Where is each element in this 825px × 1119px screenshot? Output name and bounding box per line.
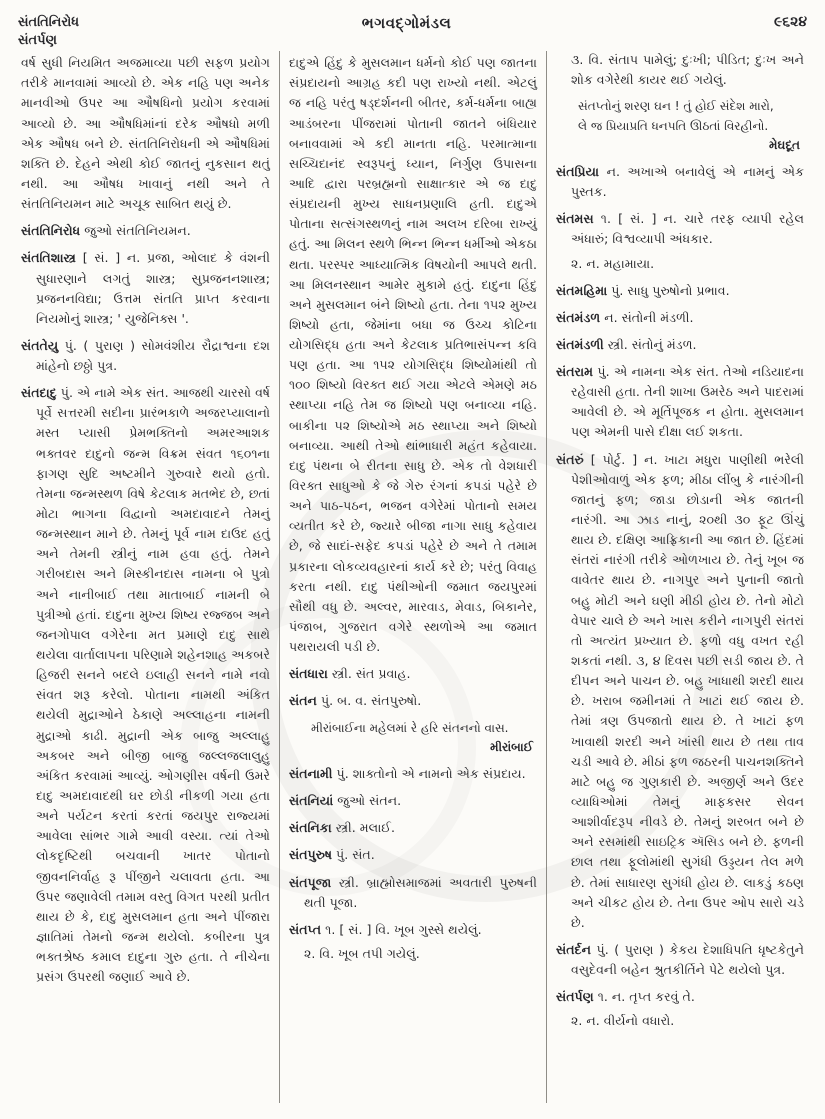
dictionary-entry <box>289 791 537 811</box>
entry-headword: સંતપૂજા <box>289 874 332 890</box>
entry-text: દાદુએ હિંદુ કે મુસલમાન ધર્મનો કોઈ પણ જાતના સંપ્રદાયનો આગ્રહ કદી પણ રાખ્યો નથી. એટલું જ નહિ પરંતુ ષડ્દર્શનની બીતર, કર્મ-ધર્મના બાહ્ય આડંબરના પીંજરામાં પોતાની જાતને બંધિયાર બનાવવામાં એ કદી માનતા નહિ. પરમાત્માના સચ્ચિદાનંદ સ્વરૂપનું ધ્યાન, નિર્ગુણ ઉપાસના આદિ દ્વારા પરબ્રહ્મનો સાક્ષાત્કાર એ જ દાદુ સંપ્રદાયની મુખ્ય સાધનપ્રણાલિ હતી. દાદુએ પોતાના સત્સંગસ્થળનું નામ અલખ દરિબા રાખ્યું હતું. આ મિલન સ્થળે ભિન્ન ભિન્ન ધર્મીઓ એકઠા થતા. પરસ્પર આધ્યાત્મિક વિષયોની આપલે થતી. આ મિલનસ્થાન આમેર મુકામે હતું. દાદુના હિંદુ અને મુસલમાન બંને શિષ્યો હતા. તેના ૧૫૨ મુખ્ય શિષ્યો હતા, જેમાંના બધા જ ઉચ્ચ કોટિના યોગસિદ્ધ હતા અને કેટલાક પ્રતિભાસંપન્ન કવિ પણ હતા. આ ૧૫૨ યોગસિદ્ધ શિષ્યોમાંથી તો ૧૦૦ શિષ્યો વિરક્ત થઈ ગયા એટલે એમણે મઠ સ્થાપ્યા નહિ તેમ જ શિષ્યો પણ બનાવ્યા નહિ. બાકીના ૫૨ શિષ્યોએ મઠ સ્થાપ્યા અને શિષ્યો બનાવ્યા. આથી તેઓ થાંભાધારી મહંત કહેવાયા. દાદુ પંથના બે રીતના સાધુ છે. એક તો વેશધારી વિરક્ત સાધુઓ કે જે ગેરુ રંગનાં કપડાં પહેરે છે અને પાઠ-પઠન, ભજન વગેરેમાં પોતાનો સમય વ્યતીત કરે છે, જ્યારે બીજા નાગા સાધુ કહેવાય છે, જે સાદાં-સફેદ કપડાં પહેરે છે અને તે તમામ પ્રકારના લોકવ્યવહારનાં કાર્ય કરે છે; પરંતુ વિવાહ કરતા નથી. દાદુ પંથીઓની જમાત જયપુરમાં સૌથી વધુ છે. અલ્વર, મારવાડ, મેવાડ, બિકાનેર, પંજાબ, ગુજરાત વગેરે સ્થળોએ આ જમાત પથરાયલી પડી છે. <box>289 55 537 655</box>
dictionary-entry <box>21 221 270 241</box>
verse-attribution: મેઘદૂત <box>769 137 800 152</box>
entry-text: ૧. [ સં. ] ન. ચારે તરફ વ્યાપી રહેલ અંધારું; વિશ્વવ્યાપી અંધકાર. <box>571 211 804 247</box>
entry-headword: સંતમંડળી <box>556 336 604 352</box>
entry-text: ૧. ન. તૃપ્ત કરવું તે. <box>597 989 695 1005</box>
dictionary-entry <box>289 920 537 940</box>
entry-headword: સંતર્દન <box>556 942 591 957</box>
dictionary-entry <box>556 209 804 249</box>
dictionary-entry <box>289 845 537 865</box>
entry-headword: સંતનિકા <box>289 820 332 836</box>
entry-headword: સંતધારા <box>289 666 328 682</box>
entry-text: ન. અખાએ બનાવેલું એ નામનું એક પુસ્તક. <box>571 163 804 200</box>
guide-words <box>18 14 79 49</box>
entry-text: જુઓ સંતતિનિયમન. <box>84 223 191 239</box>
entry-sense <box>289 944 537 964</box>
verse-line: મીરાંબાઈના મહેલમાં રે હરિ સંતનનો વાસ. <box>311 720 509 735</box>
dictionary-entry <box>289 873 537 913</box>
entry-text: ૨. વિ. ખૂબ તપી ગયેલું. <box>304 945 420 961</box>
entry-headword: સંતર્પણ <box>556 989 594 1005</box>
verse-quote <box>556 97 804 155</box>
guide-word-top: સંતતિનિરોધ <box>18 15 80 30</box>
dictionary-entry <box>556 281 804 301</box>
continuation-paragraph <box>21 53 270 214</box>
dictionary-entry <box>21 336 270 376</box>
entry-text: ૩. વિ. સંતાપ પામેલું; દુઃખી; પીડિત; દુઃખ અને શોક વગેરેથી કાયર થઈ ગયેલું. <box>571 52 804 88</box>
book-title: ભગવદ્ગોમંડલ <box>361 14 452 32</box>
dictionary-entry <box>21 248 270 329</box>
dictionary-entry <box>556 450 804 933</box>
entry-headword: સંતપ્રિયા <box>556 163 599 179</box>
entry-text: પું. ( પુરાણ ) સોમવંશીય રૌદ્રાશ્વના દશ માંહેનો છઠ્ઠો પુત્ર. <box>36 337 270 374</box>
entry-text: ૧. [ સં. ] વિ. ખૂબ ગુસ્સે થયેલું. <box>325 921 482 937</box>
entry-headword: સંતન <box>289 693 317 709</box>
entry-headword: સંતદાદુ <box>21 385 57 401</box>
entry-headword: સંતપ્ત <box>289 921 322 937</box>
entry-text: પું. ( પુરાણ ) કેકય દેશાધિપતિ ધૃષ્ટકેતુને વસુદેવની બહેન શ્રુતકીર્તિને પેટે થયેલો પુત્ર. <box>571 942 804 978</box>
column-2 <box>279 51 546 1103</box>
column-1 <box>12 51 279 1103</box>
dictionary-entry <box>556 987 804 1007</box>
entry-text: સ્ત્રી. મલાઈ. <box>335 820 396 836</box>
dictionary-entry <box>289 664 537 684</box>
entry-text: પું. એ નામના એક સંત. તેઓ નડિયાદના રહેવાસી હતા. તેની શાખા ઉમરેઠ અને પાદરામાં આવેલી છે. એ મૂર્તિપૂજક ન હોતા. મુસલમાન પણ એમની પાસે દીક્ષા લઈ શકતા. <box>571 364 804 440</box>
dictionary-entry <box>556 308 804 328</box>
entry-text: પું. બ. વ. સંતપુરુષો. <box>320 693 422 709</box>
guide-word-bottom: સંતર્પણ <box>18 32 57 48</box>
verse-attribution: મીરાંબાઈ <box>490 739 533 754</box>
entry-headword: સંતનામી <box>289 765 333 781</box>
entry-text: સ્ત્રી. સંત પ્રવાહ. <box>331 666 411 682</box>
entry-headword: સંતમંડળ <box>556 309 601 325</box>
entry-sense <box>556 254 804 274</box>
dictionary-entry <box>556 335 804 355</box>
dictionary-entry <box>289 691 537 711</box>
entry-headword: સંતમસ <box>556 211 594 227</box>
entry-headword: સંતતિશાસ્ત્ર <box>21 250 76 266</box>
entry-text: પું. સંત. <box>336 847 375 863</box>
verse-line: સંતપ્તોનું શરણ ઘન ! તું હોઈ સંદેશ મારો, <box>578 99 774 114</box>
entry-headword: સંતરામ <box>556 364 594 380</box>
entry-text: પું. શાક્તોનો એ નામનો એક સંપ્રદાય. <box>336 765 526 781</box>
entry-text: [ પોર્ટુ. ] ન. ખાટા મધુરા પાણીથી ભરેલી પેશીઓવાળું એક ફળ; મીઠા લીંબુ કે નારંગીની જાતનું ફળ; જાડા છોડાની એક જાતની નારંગી. આ ઝાડ નાનું, ૨૦થી ૩૦ ફૂટ ઊંચું થાય છે. દક્ષિણ આફ્રિકાની આ જાત છે. હિંદમાં સંતરાં નારંગી તરીકે ઓળખાય છે. તેનું ખૂબ જ વાવેતર થાય છે. નાગપુર અને પુનાની જાતો બહુ મોટી અને ઘણી મીઠી હોય છે. તેનો મોટો વેપાર ચાલે છે અને ખાસ કરીને નાગપુરી સંતરાં તો અત્યંત પ્રખ્યાત છે. ફળો વધુ વખત રહી શકતાં નથી. ૩, ૪ દિવસ પછી સડી જાય છે. તે દીપન અને પાચન છે. બહુ ખાધાથી શરદી થાય છે. ખરાબ જમીનમાં તે ખાટાં થઈ જાય છે. તેમાં ત્રણ ઉપજાતો થાય છે. તે ખાટાં ફળ ખાવાથી શરદી અને ખાંસી થાય છે તથા તાવ ચડી આવે છે. મીઠાં ફળ જઠરની પાચનશક્તિને માટે બહુ જ ગુણકારી છે. અજીર્ણ અને ઉદર વ્યાધિઓમાં તેમનું માફકસર સેવન આશીર્વાદરૂપ નીવડે છે. તેમનું શરબત બને છે અને રસમાંથી સાઇટ્રિક ઍસિડ બને છે. ફળની છાલ તથા ફૂલોમાંથી સુગંધી ઉડ્ડયન તેલ મળે છે. તેમાં સાધારણ સુગંધી હોય છે. લાકડું કઠણ અને ચીકટ હોય છે. તેના ઉપર ઓપ સારો ચડે છે. <box>571 451 804 930</box>
entry-headword: સંતમહિમા <box>556 282 608 298</box>
entry-headword: સંતનિયાં <box>289 793 334 809</box>
entry-text: ૨. ન. વીર્યનો વધારો. <box>571 1013 675 1029</box>
entry-text: ન. સંતોની મંડળી. <box>604 309 694 325</box>
entry-headword: સંતતેયુ <box>21 337 59 353</box>
column-3 <box>546 51 813 1103</box>
dictionary-entry <box>556 162 804 202</box>
dictionary-entry <box>556 940 804 980</box>
text-columns <box>12 51 813 1103</box>
entry-text: પું. સાધુ પુરુષોનો પ્રભાવ. <box>611 282 730 298</box>
dictionary-entry <box>289 764 537 784</box>
entry-text: સ્ત્રી. સંતોનું મંડળ. <box>607 336 697 352</box>
page-header <box>12 10 813 51</box>
entry-text: પું. એ નામે એક સંત. આજથી ચારસો વર્ષ પૂર્વે સત્તરમી સદીના પ્રારંભકાળે અજરપ્યાલાનો મસ્ત પ્યાસી પ્રેમભક્તિનો અમરઆશક ભક્તવર દાદુનો જન્મ વિક્રમ સંવત ૧૬૦૧ના ફાગણ સુદિ અષ્ટમીને ગુરુવારે થયો હતો. તેમના જન્મસ્થળ વિષે કેટલાક મતભેદ છે, છતાં મોટા ભાગના વિદ્વાનો અમદાવાદને તેમનું જન્મસ્થાન માને છે. તેમનું પૂર્વ નામ દાઉદ હતું અને તેમની સ્ત્રીનું નામ હવા હતું. તેમને ગરીબદાસ અને મિસ્કીનદાસ નામના બે પુત્રો અને નાનીબાઈ તથા માતાબાઈ નામની બે પુત્રીઓ હતાં. દાદુના મુખ્ય શિષ્ય રજ્જબ અને જનગોપાલ વગેરેના મત પ્રમાણે દાદુ સાથે થયેલા વાર્તાલાપના પરિણામે શહેનશાહ અકબરે હિજરી સનને બદલે ઇલાહી સનને નામે નવો સંવત શરૂ કરેલો. પોતાના નામથી અંકિત થયેલી મુદ્રાઓને ઠેકાણે અલ્લાહના નામની મુદ્રાઓ કાઢી. મુદ્રાની એક બાજુ અલ્લાહુ અકબર અને બીજી બાજુ જલ્લજલાલુહુ અંકિત કરવામાં આવ્યું. ઓગણીસ વર્ષની ઉમરે દાદુ અમદાવાદથી ઘર છોડી નીકળી ગયા હતા અને પર્યટન કરતાં કરતાં જયપુર રાજ્યમાં આવેલા સાંભર ગામે આવી વસ્યા. ત્યાં તેઓ લોકદૃષ્ટિથી બચવાની ખાતર પોતાનો જીવનનિર્વાહ રૂ પીંજીને ચલાવતા હતા. આ ઉપર જણાવેલી તમામ વસ્તુ વિગત પરથી પ્રતીત થાય છે કે, દાદુ મુસલમાન હતા અને પીંજારા જ્ઞાતિમાં તેમનો જન્મ થયેલો. કબીરના પુત્ર ભક્તશ્રેષ્ઠ કમાલ દાદુના ગુરુ હતા. તે નીચેના પ્રસંગ ઉપરથી જણાઈ આવે છે. <box>36 385 270 985</box>
page-number: ૯૬૨૪ <box>773 14 807 30</box>
dictionary-entry <box>289 818 537 838</box>
entry-text: સ્ત્રી. બ્રાહ્મોસમાજમાં અવતારી પુરુષની થતી પૂજા. <box>304 874 537 910</box>
dictionary-entry <box>21 383 270 987</box>
dictionary-entry <box>556 362 804 443</box>
entry-text: જુઓ સંતન. <box>337 793 402 809</box>
entry-sense <box>556 1011 804 1031</box>
entry-text: ૨. ન. મહામાયા. <box>571 255 655 271</box>
entry-headword: સંતપુરુષ <box>289 847 332 863</box>
verse-line: લે જ પ્રિયાપ્રતિ ધનપતિ ઊઠતાં વિરહીનો. <box>578 118 769 133</box>
entry-text: [ સં. ] ન. પ્રજા, ઓલાદ કે વંશની સુધારણાને લગતું શાસ્ત્ર; સુપ્રજનનશાસ્ત્ર; પ્રજનનવિદ્યા; ઉત્તમ સંતતિ પ્રાપ્ત કરવાના નિયમોનું શાસ્ત્ર; ' યુજેનિક્સ '. <box>36 250 270 326</box>
entry-text: વર્ષ સુધી નિયમિત અજમાવ્યા પછી સફળ પ્રયોગ તરીકે માનવામાં આવ્યો છે. એક નહિ પણ અનેક માનવીઓ ઉપર આ ઔષધિનો પ્રયોગ કરવામાં આવ્યો છે. આ ઔષધિમાંનાં દરેક ઔષધો મળી એક ઔષધ બને છે. સંતતિનિરોધની એ ઔષધિમાં શક્તિ છે. દેહને એથી કોઈ જાતનું નુકસાન થતું નથી. આ ઔષધ ખાવાનું નથી અને તે સંતતિનિયમન માટે અચૂક સાબિત થયું છે. <box>21 55 270 212</box>
entry-headword: સંતરું <box>556 451 584 467</box>
verse-quote <box>289 719 537 757</box>
entry-sense <box>556 51 804 90</box>
entry-headword: સંતતિનિરોધ <box>21 223 81 239</box>
continuation-paragraph <box>289 53 537 657</box>
